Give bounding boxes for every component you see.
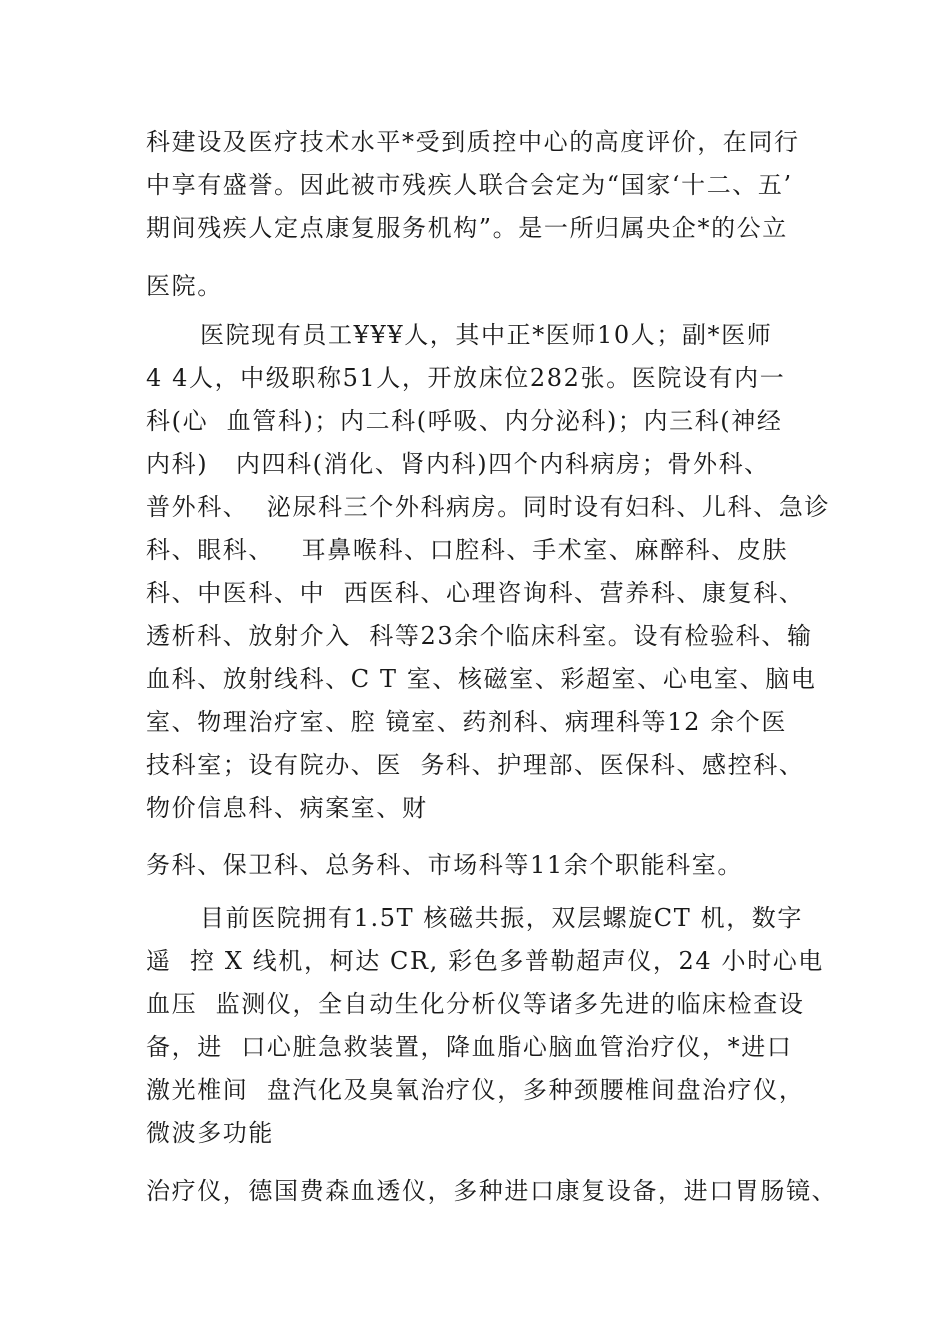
text-line: 务科、保卫科、总务科、市场科等11余个职能科室。 [146, 851, 743, 879]
text-line: 激光椎间 盘汽化及臭氧治疗仪，多种颈腰椎间盘治疗仪， [146, 1076, 805, 1104]
text-line: 普外科、 泌尿科三个外科病房。同时设有妇科、儿科、急诊 [146, 493, 831, 521]
paragraph-start-line: 医院现有员工¥¥¥人，其中正*医师10人；副*医师 [200, 321, 773, 349]
paragraph-start-line: 目前医院拥有1.5T 核磁共振，双层螺旋CT 机，数字 [200, 904, 804, 932]
text-line: 血科、放射线科、C T 室、核磁室、彩超室、心电室、脑电 [146, 665, 817, 693]
text-line: 期间残疾人定点康复服务机构”。是一所归属央企*的公立 [146, 214, 788, 242]
text-line: 遥 控 X 线机，柯达 CR, 彩色多普勒超声仪，24 小时心电 [146, 947, 824, 975]
text-line: 内科) 内四科(消化、肾内科)四个内科病房；骨外科、 [146, 450, 770, 478]
text-line: 技科室；设有院办、医 务科、护理部、医保科、感控科、 [146, 751, 805, 779]
text-line: 4 4人，中级职称51人，开放床位282张。医院设有内一 [146, 364, 786, 392]
text-line: 治疗仪，德国费森血透仪，多种进口康复设备，进口胃肠镜、 [146, 1177, 838, 1205]
text-line: 室、物理治疗室、腔 镜室、药剂科、病理科等12 余个医 [146, 708, 787, 736]
text-line: 医院。 [146, 272, 223, 300]
text-line: 科(心 血管科)；内二科(呼吸、内分泌科)；内三科(神经 [146, 407, 783, 435]
text-line: 备，进 口心脏急救装置，降血脂心脑血管治疗仪，*进口 [146, 1033, 793, 1061]
text-line: 中享有盛誉。因此被市残疾人联合会定为“国家‘十二、五’ [146, 171, 793, 199]
text-line: 物价信息科、病案室、财 [146, 794, 428, 822]
text-line: 透析科、放射介入 科等23余个临床科室。设有检验科、输 [146, 622, 813, 650]
text-line: 微波多功能 [146, 1119, 274, 1147]
text-line: 科建设及医疗技术水平*受到质控中心的高度评价，在同行 [146, 128, 800, 156]
text-line: 科、中医科、中 西医科、心理咨询科、营养科、康复科、 [146, 579, 805, 607]
text-line: 科、眼科、 耳鼻喉科、口腔科、手术室、麻醉科、皮肤 [146, 536, 789, 564]
text-line: 血压 监测仪，全自动生化分析仪等诸多先进的临床检查设 [146, 990, 805, 1018]
